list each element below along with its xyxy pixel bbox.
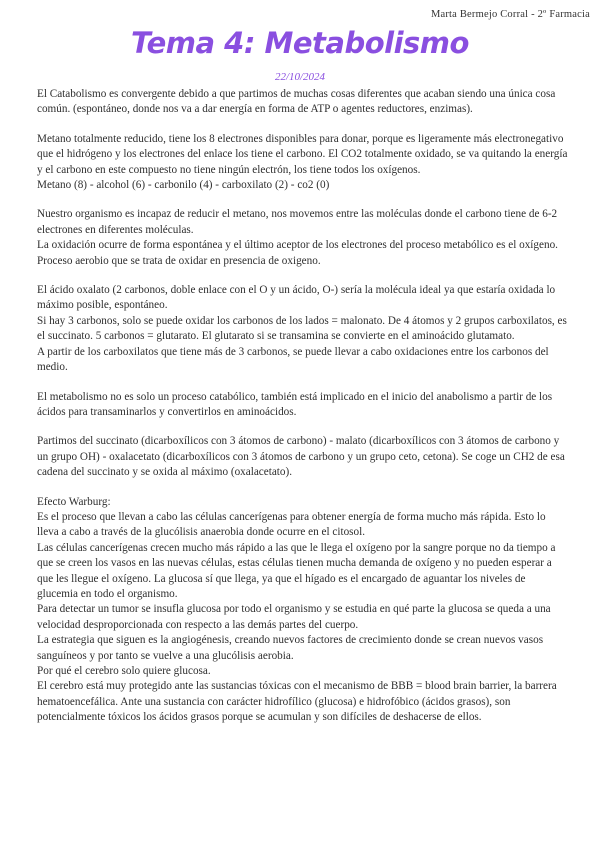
paragraph-anabolismo: El metabolismo no es solo un proceso catabólico, también está implicado en el inicio del anabolismo a partir de los ácidos para transaminarlos y convertirlos en aminoácidos.: [37, 390, 553, 418]
paragraph-catabolismo: El Catabolismo es convergente debido a que partimos de muchas cosas diferentes que acaban siendo una única cosa común. (espontáneo, donde nos va a dar energía en forma de ATP o agentes reductores, enzimas).: [37, 88, 556, 116]
paragraph-angiogenesis: La estrategia que siguen es la angiogénesis, creando nuevos factores de crecimiento donde se crean nuevos vasos sanguíneos y por tanto se vuelve a una glucólisis aerobia.: [37, 634, 544, 662]
paragraph-metano: Metano totalmente reducido, tiene los 8 electrones disponibles para donar, porque es ligeramente más electronegativo que el hidrógeno y los electrones del enlace los tiene el carbono. El CO2 totalmente oxidado, se va quitando la energía y el carbono en este compuesto no tiene ningún electrón, los tiene todos los oxígenos.: [37, 132, 568, 176]
paragraph-tumor-detection: Para detectar un tumor se insufla glucosa por todo el organismo y se estudia en qué parte la glucosa se queda a una velocidad desproporcionada con respecto a las demás partes del cuerpo.: [37, 603, 551, 631]
paragraph-carboxilatos: A partir de los carboxilatos que tiene más de 3 carbonos, se puede llevar a cabo oxidaciones entre los carbonos del medio.: [37, 345, 549, 374]
author-header: Marta Bermejo Corral - 2º Farmacia: [430, 9, 590, 20]
page-title: Tema 4: Metabolismo: [131, 26, 469, 60]
paragraph-oxidacion: La oxidación ocurre de forma espontánea y el último aceptor de los electrones del proceso metabólico es el oxígeno. Proceso aerobio que se trata de oxidar en presencia de oxigeno.: [37, 239, 558, 267]
section-heading-warburg: Efecto Warburg:: [37, 495, 111, 508]
paragraph-oxalato: El ácido oxalato (2 carbonos, doble enlace con el O y un ácido, O-) sería la molécula ideal ya que estaría oxidada lo máximo posible, espontáneo.: [37, 284, 556, 312]
paragraph-succinato: Partimos del succinato (dicarboxílicos con 3 átomos de carbono) - malato (dicarboxílicos con 3 átomos de carbono y un grupo OH) - oxalacetato (dicarboxílicos con 3 átomos de carbono y un grupo ceto, cetona). Se coge un CH2 de esa cadena del succinato y se oxida al máximo (oxalacetato).: [37, 435, 565, 479]
paragraph-warburg-definition: Es el proceso que llevan a cabo las células cancerígenas para obtener energía de forma mucho más rápida. Esto lo lleva a cabo a través de la glucólisis anaerobia donde ocurre en el citosol.: [37, 510, 546, 539]
paragraph-carbonos: Si hay 3 carbonos, solo se puede oxidar los carbonos de los lados = malonato. De 4 átomos y 2 grupos carboxilatos, es el succinato. 5 carbonos = glutarato. El glutarato si se transamina se convierte en el aminoácido glutamato.: [37, 314, 567, 343]
document-date: 22/10/2024: [274, 71, 326, 83]
paragraph-cancer-cells: Las células cancerígenas crecen mucho más rápido a las que le llega el oxígeno por la sangre porque no da tiempo a que se creen los vasos en las nuevas células, estas células tienen mucha demanda de oxígeno y no pueden esperar a que les llegue el oxígeno. La glucosa sí que llega, ya que el hígado es el encargado de aguantar los niveles de glucemia en todo el organismo.: [37, 541, 556, 600]
document-body: [37, 87, 569, 726]
paragraph-brain-question: Por qué el cerebro solo quiere glucosa.: [37, 665, 211, 677]
paragraph-oxidation-series: Metano (8) - alcohol (6) - carbonilo (4) - carboxilato (2) - co2 (0): [37, 179, 330, 192]
paragraph-organismo: Nuestro organismo es incapaz de reducir el metano, nos movemos entre las moléculas donde el carbono tiene de 6-2 electrones en diferentes moléculas.: [37, 208, 558, 236]
paragraph-brain-bbb: El cerebro está muy protegido ante las sustancias tóxicas con el mecanismo de BBB = blood brain barrier, la barrera hematoencefálica. Ante una sustancia con carácter hidrofílico (glucosa) e hidrofóbico (ácidos grasos), son potencialmente tóxicos los ácidos grasos porque se acumulan y son difíciles de deshacerse de ellos.: [37, 680, 557, 724]
